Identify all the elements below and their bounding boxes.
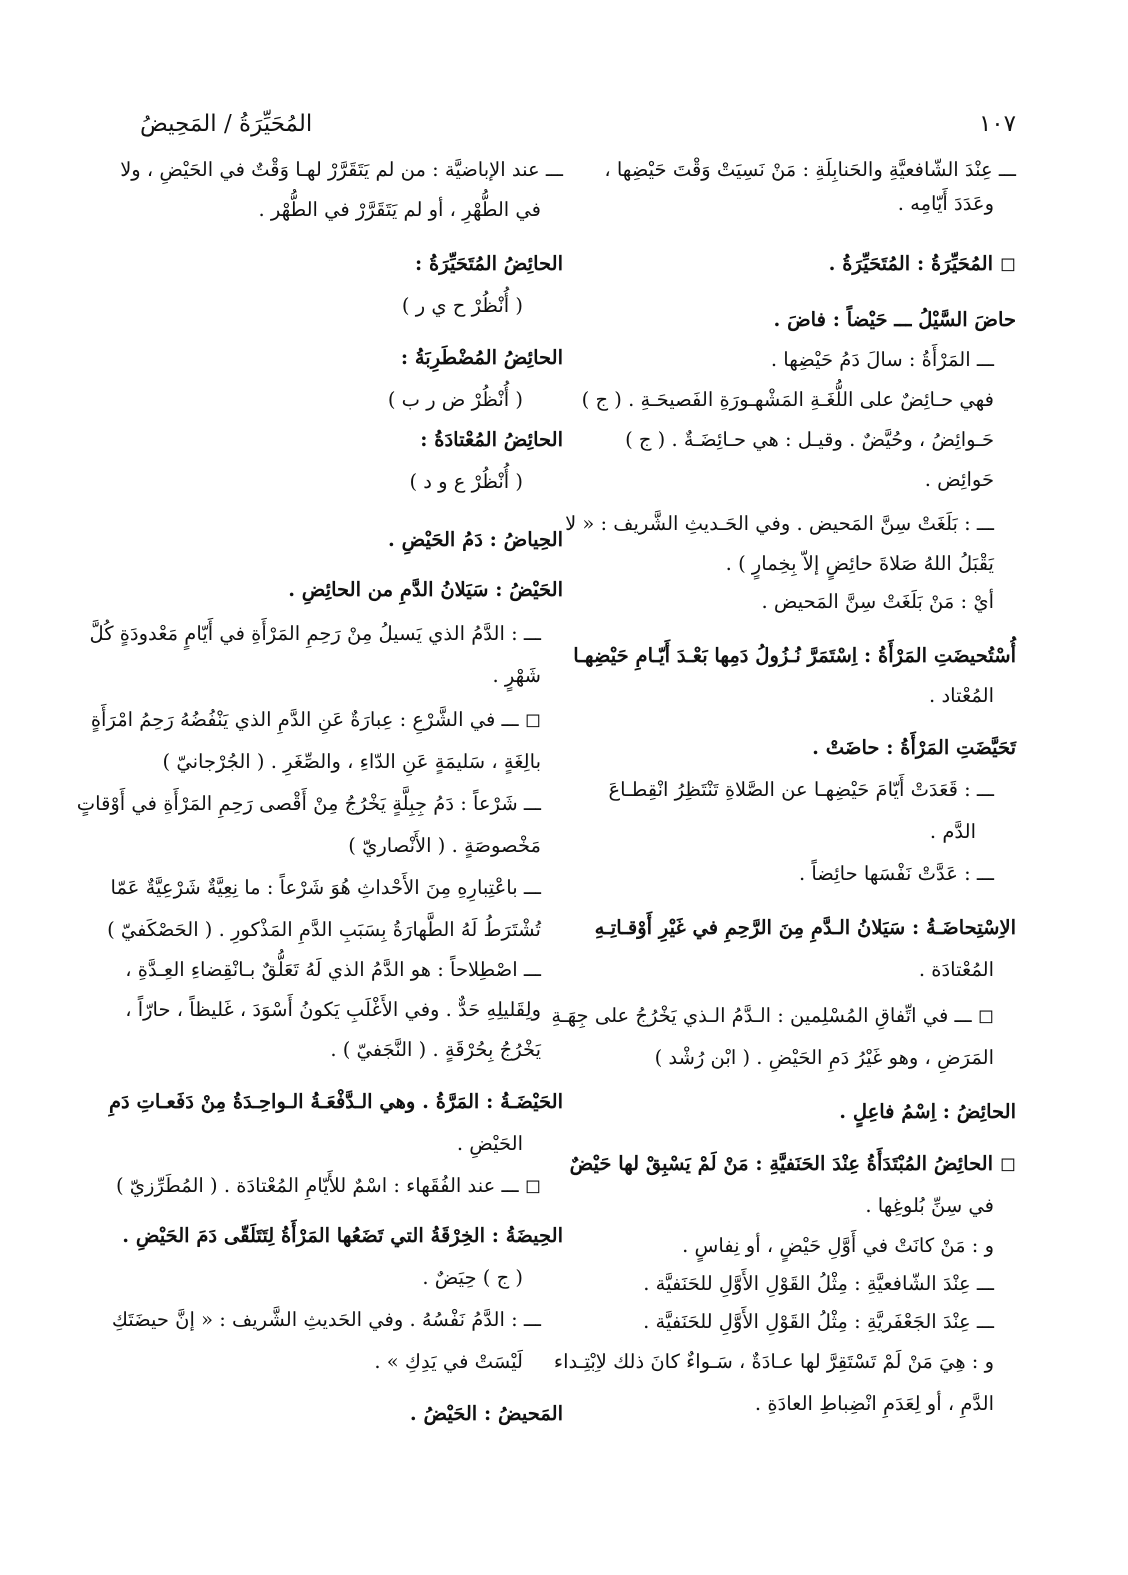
entry-text-line: وعَدَدَ أَيّامِه . (897, 192, 994, 215)
entry-text-line: ( ج ) حِيَضٌ . (422, 1266, 523, 1289)
entry-text-line: بالِغَةٍ ، سَليمَةٍ عَنِ الدّاءِ ، والصِّغَرِ . ( الجُرْجانيّ ) (162, 750, 541, 773)
entry-text-line: أيْ : مَنْ بَلَغَتْ سِنَّ المَحيض . (761, 590, 994, 613)
entry-text-line: ◻ ـــ عند الفُقَهاء : اسْمٌ للأَيّامِ المُعْتادَة . ( المُطَرِّزيّ ) (115, 1174, 541, 1197)
entry-text-line: المَرَضِ ، وهو غَيْرُ دَمِ الحَيْضِ . ( ابْن رُشْد ) (654, 1046, 994, 1069)
entry-text-line: ( أُنْظُرْ ح ي ر ) (401, 294, 523, 317)
entry-text-line: حَوائِض . (924, 468, 994, 491)
entry-text-line: الحَيْضِ . (456, 1132, 523, 1155)
entry-text-line: مَخْصوصَةٍ . ( الأَنْصاريّ ) (348, 834, 541, 857)
entry-headword-line: الحِيضَةُ : الخِرْقَةُ التي تَضَعُها المَرْأَةُ لِتَتَلَقّى دَمَ الحَيْضِ . (122, 1224, 563, 1247)
entry-text-line: المُعْتاد . (929, 684, 994, 707)
entry-text-line: ◻ ـــ في الشَّرْعِ : عِبارَةٌ عَنِ الدَّمِ الذي يَنْفُضُهُ رَحِمُ امْرَأَةٍ (90, 708, 541, 731)
entry-text-line: و : مَنْ كانَتْ في أَوَّلِ حَيْضٍ ، أو نِفاسٍ . (682, 1234, 994, 1257)
entry-headword-line: الحَيْضَـةُ : المَرَّةُ . وهي الـدَّفْعَـةُ الـواحِـدَةُ مِنْ دَفَعـاتِ دَمِ (108, 1090, 563, 1113)
entry-headword-line: ◻ المُحَيِّرَةُ : المُتَحَيِّرَةُ . (828, 252, 1016, 275)
entry-text-line: الدَّم . (929, 820, 976, 843)
entry-headword-line: ◻ الحائِضُ المُبْتَدَأَةُ عِنْدَ الحَنَفيَّةِ : مَنْ لَمْ يَسْبِقْ لها حَيْضٌ (569, 1152, 1016, 1175)
entry-text-line: ولِقَليلِهِ حَدٌّ . وفي الأَغْلَبِ يَكونُ أَسْوَدَ ، غَليظاً ، حارّاً ، (125, 998, 541, 1021)
entry-text-line: ـــ عِنْدَ الشّافعيَّةِ والحَنابِلَةِ : مَنْ نَسِيَتْ وَقْتَ حَيْضِها ، (604, 158, 1016, 181)
entry-text-line: ـــ : عَدَّتْ نَفْسَها حائِضاً . (798, 862, 994, 885)
entry-headword-line: الحائِضُ المُضْطَرِبَةُ : (400, 346, 563, 369)
entry-headword-line: الحَيْضُ : سَيَلانُ الدَّمِ من الحائِضِ . (288, 578, 563, 601)
entry-text-line: حَـوائِضُ ، وحُيَّضٌ . وقيـل : هي حـائِضَـةٌ . ( ج ) (625, 428, 994, 451)
entry-headword-line: الحائِضُ المُتَحَيِّرَةُ : (415, 252, 563, 275)
entry-headword-line: الحائِضُ : اِسْمُ فاعِلٍ . (839, 1100, 1016, 1123)
entry-text-line: ـــ شَرْعاً : دَمُ جِبِلَّةٍ يَخْرُجُ مِنْ أَقْصى رَحِمِ المَرْأَةِ في أَوْقاتٍ (76, 792, 541, 815)
entry-text-line: شَهْرٍ . (492, 664, 541, 687)
entry-text-line: يَخْرُجُ بِحُرْقَةٍ . ( النَّجَفيّ ) . (330, 1038, 541, 1061)
entry-headword-line: المَحيضُ : الحَيْضُ . (409, 1402, 563, 1425)
entry-text-line: في سِنِّ بُلوغِها . (865, 1194, 994, 1217)
entry-text-line: ( أُنْظُرْ ض ر ب ) (387, 388, 523, 411)
entry-headword-line: الاِسْتِحاضَـةُ : سَيَلانُ الـدَّمِ مِنَ الرَّحِمِ في غَيْرِ أَوْقـاتِـهِ (594, 916, 1016, 939)
entry-text-line: فهي حـائِضٌ على اللُّغَـةِ المَشْهـورَةِ الفَصيحَـةِ . ( ج ) (581, 388, 994, 411)
entry-text-line: ـــ : الدَّمُ نَفْسُهُ . وفي الحَديثِ الشَّريف : « إنَّ حيضَتَكِ (111, 1308, 541, 1331)
entry-text-line: ـــ اصْطِلاحاً : هو الدَّمُ الذي لَهُ تَعَلُّقٌ بـانْقِضاءِ العِـدَّةِ ، (125, 958, 541, 981)
entry-text-line: الدَّمِ ، أو لِعَدَمِ انْضِباطِ العادَةِ . (754, 1392, 994, 1415)
entry-text-line: يَقْبَلُ اللهُ صَلاةَ حائِضٍ إلاّ بِخِمارٍ ) . (725, 552, 994, 575)
entry-headword-line: تَحَيَّضَتِ المَرْأَةُ : حاضَتْ . (812, 736, 1016, 759)
entry-text-line: ( أُنْظُرْ ع و د ) (409, 470, 523, 493)
entry-text-line: ـــ : قَعَدَتْ أَيّامَ حَيْضِهـا عن الصَّلاةِ تَنْتَظِرُ انْقِطـاعَ (608, 778, 994, 801)
entry-text-line: و : هِيَ مَنْ لَمْ تَسْتَقِرَّ لها عـادَةٌ ، سَـواءٌ كانَ ذلك لاِبْتِـداء (553, 1350, 994, 1373)
entry-text-line: المُعْتادَة . (918, 958, 994, 981)
entry-headword-line: الحائِضُ المُعْتادَةُ : (420, 428, 563, 451)
entry-text-line: ◻ ـــ في اتِّفاقِ المُسْلِمين : الـدَّمُ الـذي يَخْرُجُ على جِهَـةِ (551, 1004, 994, 1027)
entry-text-line: ـــ المَرْأَةُ : سالَ دَمُ حَيْضِها . (770, 348, 994, 371)
entry-text-line: في الطُّهْرِ ، أو لم يَتَقَرَّرْ في الطُّهْر . (258, 198, 541, 221)
page-number: ١٠٧ (978, 111, 1016, 137)
entry-text-line: ـــ : بَلَغَتْ سِنَّ المَحيض . وفي الحَـديثِ الشَّريف : « لا (565, 512, 994, 535)
entry-text-line: تُشْتَرَطُ لَهُ الطَّهارَةُ بِسَبَبِ الدَّمِ المَذْكورِ . ( الحَصْكَفيّ ) (107, 918, 541, 941)
entry-headword-line: الحِياضُ : دَمُ الحَيْضِ . (388, 528, 563, 551)
entry-headword-line: أُسْتُحيضَتِ المَرْأَةُ : اِسْتَمَرَّ نُـزُولُ دَمِها بَعْـدَ أَيّـامِ حَيْضِهـا (573, 644, 1016, 667)
entry-text-line: ـــ عند الإباضيَّة : من لم يَتَقَرَّرْ لهـا وَقْتٌ في الحَيْضِ ، ولا (120, 158, 563, 181)
entry-text-line: ـــ عِنْدَ الشّافعيَّةِ : مِثْلُ القَوْلِ الأَوَّلِ للحَنَفيَّة . (643, 1272, 994, 1295)
entry-text-line: لَيْسَتْ في يَدِكِ » . (374, 1350, 523, 1373)
entry-text-line: ـــ عِنْدَ الجَعْفَريَّةِ : مِثْلُ القَوْلِ الأَوَّلِ للحَنَفيَّة . (643, 1310, 994, 1333)
entry-text-line: ـــ باعْتِبارِهِ مِنَ الأَحْداثِ هُوَ شَرْعاً : ما نِعِيَّةٌ شَرْعِيَّةٌ عَمّا (110, 876, 541, 899)
running-title: المُحَيِّرَةُ / المَحِيضُ (140, 111, 313, 137)
entry-headword-line: حاضَ السَّيْلُ ـــ حَيْضاً : فاضَ . (773, 308, 1016, 331)
entry-text-line: ـــ : الدَّمُ الذي يَسيلُ مِنْ رَحِمِ المَرْأَةِ في أَيّامٍ مَعْدودَةٍ كُلَّ (89, 622, 541, 645)
